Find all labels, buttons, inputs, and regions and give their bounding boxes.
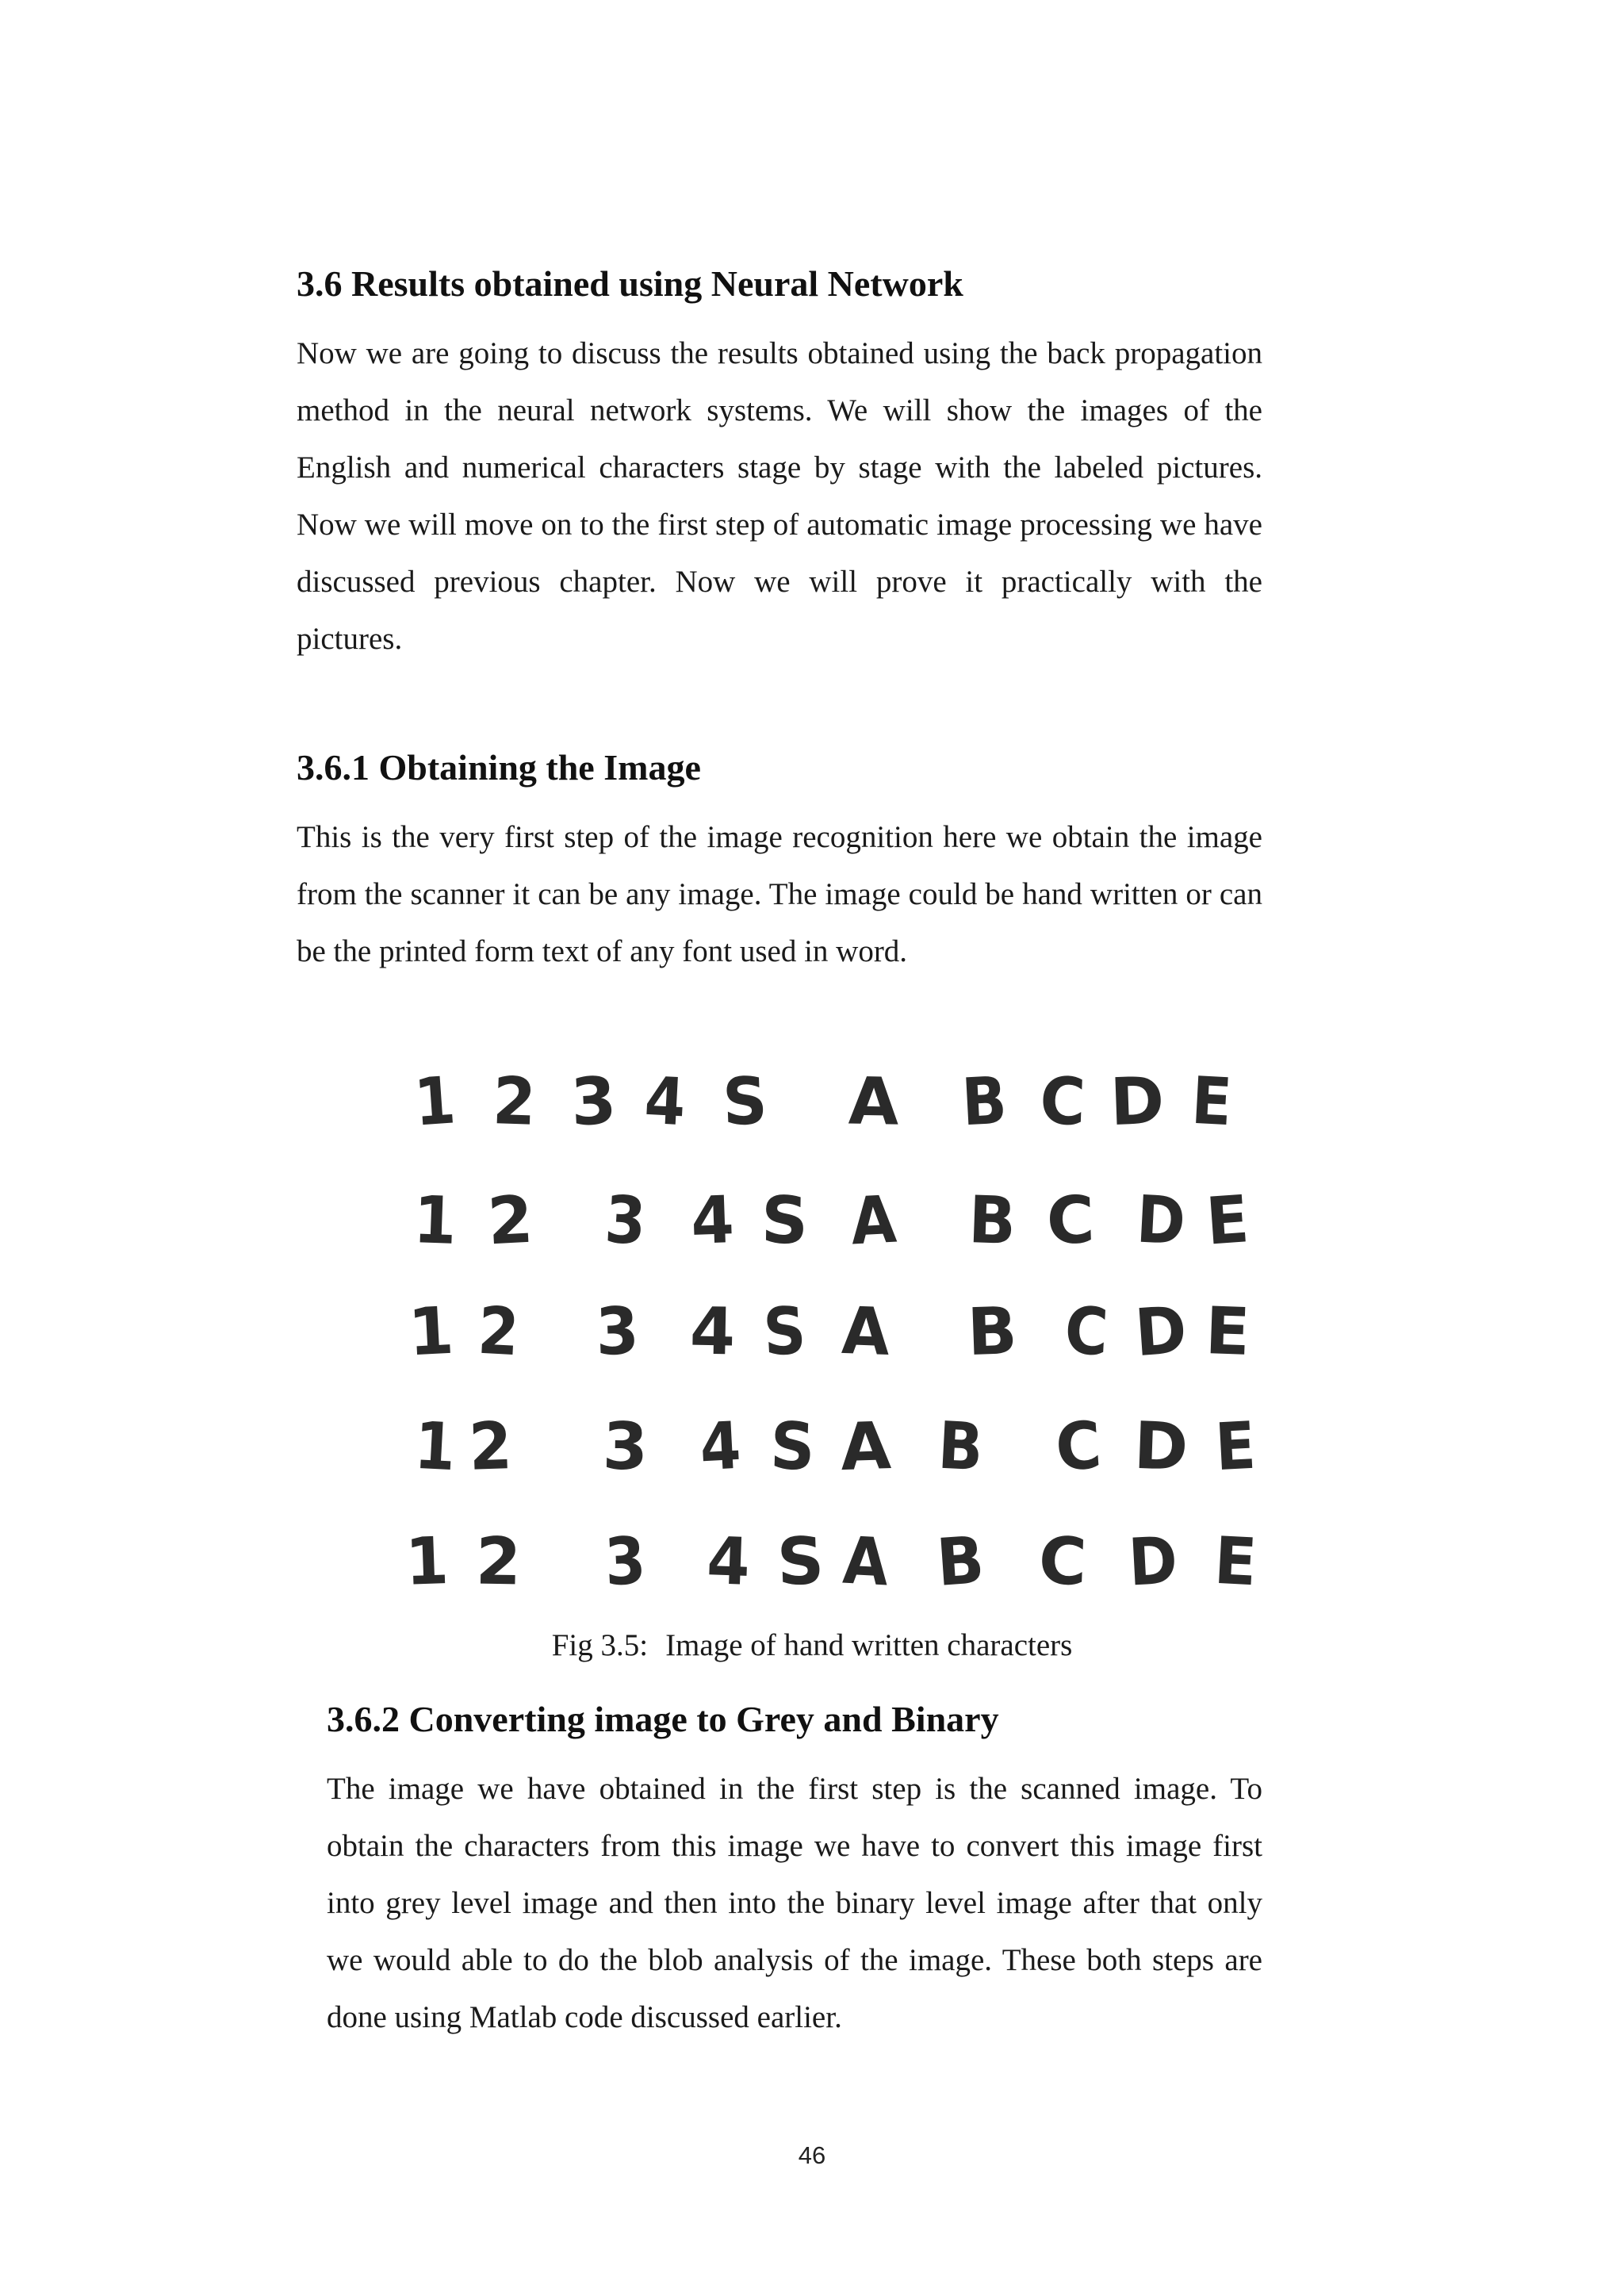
handwritten-character: D	[1109, 1063, 1166, 1141]
handwritten-character: 4	[689, 1182, 736, 1259]
figure-caption	[0, 1626, 1624, 1665]
handwritten-character: 2	[476, 1293, 521, 1371]
handwritten-character: A	[841, 1523, 891, 1601]
handwritten-character: A	[839, 1408, 893, 1486]
handwritten-character: 2	[475, 1524, 522, 1600]
handwritten-character: 3	[602, 1409, 649, 1485]
handwritten-row	[381, 1182, 1269, 1277]
handwritten-character: E	[1189, 1063, 1234, 1141]
section-heading-3-6: 3.6 Results obtained using Neural Network	[297, 263, 963, 304]
handwritten-character: 3	[603, 1523, 648, 1601]
figure-caption-text: Image of hand written characters	[665, 1628, 1073, 1662]
handwritten-character: C	[1045, 1182, 1096, 1260]
handwritten-character: 4	[642, 1063, 688, 1141]
handwritten-character: A	[840, 1293, 891, 1371]
page-number: 46	[798, 2141, 826, 2169]
handwritten-character: 2	[491, 1064, 538, 1140]
handwritten-character: C	[1053, 1408, 1104, 1486]
handwritten-character: 1	[412, 1408, 458, 1486]
handwritten-characters-figure	[381, 1047, 1269, 1602]
handwritten-character: S	[721, 1064, 769, 1140]
handwritten-row	[381, 1293, 1269, 1388]
handwritten-character: D	[1126, 1523, 1180, 1601]
handwritten-character: C	[1063, 1293, 1110, 1371]
handwritten-character: 1	[406, 1293, 456, 1371]
handwritten-character: 2	[485, 1182, 535, 1260]
handwritten-character: C	[1038, 1064, 1087, 1140]
handwritten-row	[381, 1408, 1269, 1503]
handwritten-character: E	[1204, 1294, 1251, 1370]
handwritten-character: S	[776, 1523, 825, 1601]
handwritten-character: 1	[412, 1063, 458, 1141]
handwritten-character: B	[967, 1182, 1017, 1260]
section-heading-3-6-2: 3.6.2 Converting image to Grey and Binary	[327, 1699, 999, 1739]
handwritten-character: B	[936, 1408, 985, 1486]
handwritten-character: S	[768, 1409, 817, 1485]
handwritten-character: B	[959, 1063, 1009, 1141]
handwritten-character: 3	[569, 1063, 619, 1141]
handwritten-character: D	[1132, 1408, 1189, 1486]
handwritten-row	[381, 1063, 1269, 1158]
handwritten-character: 3	[594, 1294, 641, 1370]
handwritten-character: 2	[467, 1409, 514, 1485]
section-paragraph-3-6: Now we are going to discuss the results obtained using the back propagation method in the neural network systems. We will show the images of the English and numerical characters stage by stage with the labeled pictures. Now we will move on to the first step of automatic image processing we have discussed previous chapter. Now we will prove it practically with the pictures.	[297, 336, 1262, 656]
handwritten-character: 4	[705, 1524, 752, 1600]
handwritten-character: A	[848, 1064, 900, 1140]
handwritten-character: 3	[603, 1182, 648, 1260]
handwritten-character: B	[934, 1523, 987, 1601]
handwritten-character: D	[1134, 1182, 1188, 1260]
handwritten-character: D	[1132, 1292, 1189, 1372]
handwritten-character: 4	[689, 1294, 736, 1370]
handwritten-character: A	[848, 1182, 898, 1260]
section-paragraph-3-6-2: The image we have obtained in the first step is the scanned image. To obtain the characters from this image we have to convert this image first into grey level image and then into the binary level image after that only we would able to do the blob analysis of the image. These both steps are done using Matlab code discussed earlier.	[327, 1772, 1262, 2034]
handwritten-character: S	[761, 1293, 808, 1371]
handwritten-character: S	[760, 1182, 809, 1259]
section-heading-3-6-1: 3.6.1 Obtaining the Image	[297, 747, 701, 788]
handwritten-character: E	[1213, 1408, 1258, 1486]
handwritten-character: E	[1212, 1523, 1259, 1601]
handwritten-character: 4	[698, 1408, 743, 1486]
handwritten-character: C	[1037, 1523, 1088, 1601]
handwritten-character: E	[1204, 1182, 1251, 1260]
handwritten-character: 1	[412, 1182, 458, 1259]
section-paragraph-3-6-1: This is the very first step of the image recognition here we obtain the image from the scanner it can be any image. The image could be hand written or can be the printed form text of any font used in word.	[297, 820, 1262, 968]
handwritten-character: 1	[404, 1524, 450, 1600]
figure-caption-label: Fig 3.5:	[551, 1628, 649, 1662]
handwritten-character: B	[966, 1293, 1019, 1371]
handwritten-row	[381, 1523, 1269, 1618]
